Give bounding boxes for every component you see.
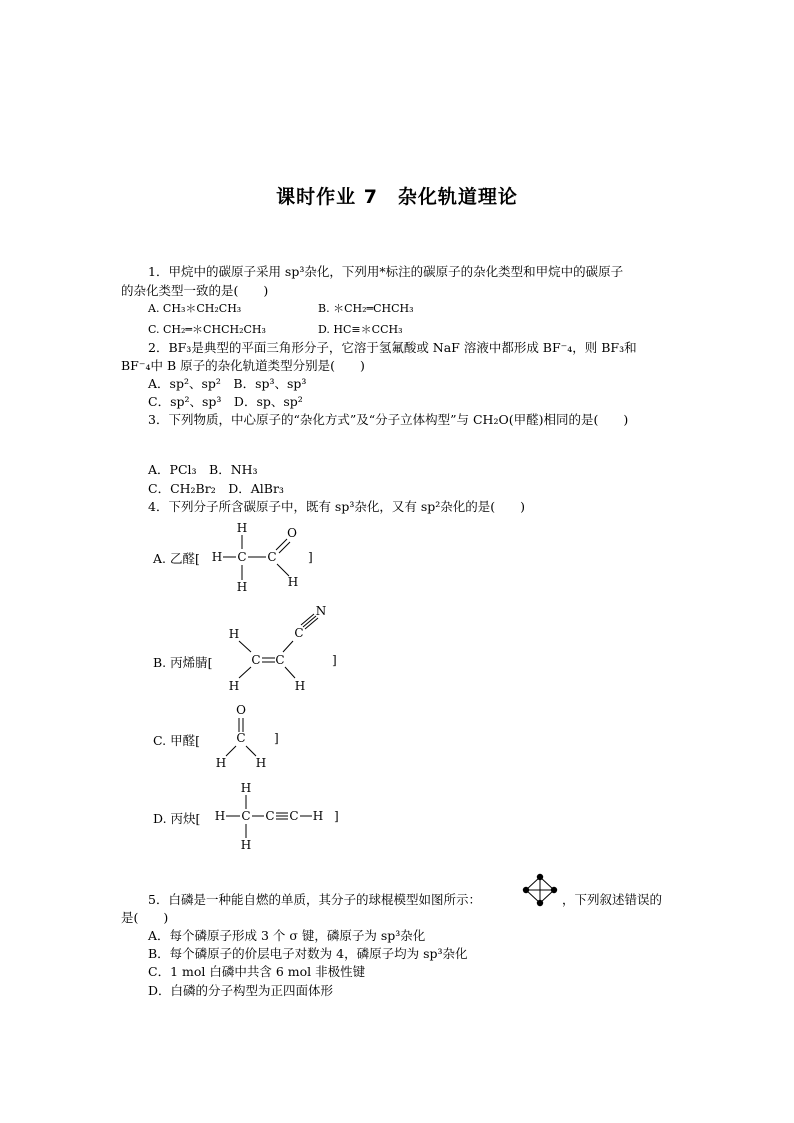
atom-c: C (289, 809, 299, 823)
q1-option-c: C. CH₂═＊CHCH₂CH₃ (148, 323, 266, 336)
q4-option-d-label: D. 丙炔[ (153, 811, 201, 826)
q4-option-a-label: A. 乙醛[ (153, 551, 200, 566)
q1-option-d: D. HC≡＊CCH₃ (318, 323, 403, 336)
acrylonitrile-structure (220, 600, 350, 696)
q2-options-cd: C．sp²、sp³ D．sp、sp² (148, 394, 303, 409)
q5-stem-line1b: ，下列叙述错误的 (562, 892, 663, 907)
atom-c: C (294, 626, 304, 640)
q3-options-ab: A．PCl₃ B．NH₃ (148, 462, 258, 477)
atom-c: C (237, 550, 247, 564)
q5-option-c: C．1 mol 白磷中共含 6 mol 非极性键 (148, 964, 366, 979)
q4-option-b-label: B. 丙烯腈[ (153, 655, 213, 670)
q5-option-a: A．每个磷原子形成 3 个 σ 键，磷原子为 sp³杂化 (148, 928, 426, 943)
atom-h: H (236, 521, 248, 535)
atom-h: H (236, 580, 248, 594)
atom-h: H (240, 838, 252, 852)
q5-stem-line2: 是( ) (121, 910, 169, 925)
q1-option-b: B. ＊CH₂═CHCH₃ (318, 302, 414, 315)
formaldehyde-structure (210, 702, 290, 772)
q5-stem-line1a: 5．白磷是一种能自燃的单质，其分子的球棍模型如图所示： (148, 892, 481, 907)
q1-stem-line2: 的杂化类型一致的是( ) (121, 283, 269, 298)
q1-stem-line1: 1．甲烷中的碳原子采用 sp³杂化，下列用*标注的碳原子的杂化类型和甲烷中的碳原子 (148, 264, 624, 279)
atom-o: O (236, 703, 246, 717)
atom-h: H (214, 809, 226, 823)
q4-option-c-label: C. 甲醛[ (153, 733, 200, 748)
bracket-close: ] (334, 809, 339, 823)
atom-o: O (287, 526, 297, 540)
atom-h: H (228, 627, 240, 641)
q1-option-a: A. CH₃＊CH₂CH₃ (148, 302, 242, 315)
q3-options-cd: C．CH₂Br₂ D．AlBr₃ (148, 481, 284, 496)
q3-stem: 3．下列物质，中心原子的“杂化方式”及“分子立体构型”与 CH₂O(甲醛)相同的是( ) (148, 412, 629, 427)
white-phosphorus-model-image (522, 873, 558, 907)
bracket-close: ] (308, 550, 313, 564)
atom-h: H (228, 679, 240, 693)
q2-stem-line2: BF⁻₄中 B 原子的杂化轨道类型分别是( ) (121, 358, 365, 373)
atom-h: H (312, 809, 324, 823)
atom-c: C (241, 809, 251, 823)
atom-h: H (240, 781, 252, 795)
acetaldehyde-structure (210, 520, 320, 596)
atom-c: C (251, 653, 261, 667)
atom-h: H (287, 575, 299, 589)
q5-option-b: B．每个磷原子的价层电子对数为 4，磷原子均为 sp³杂化 (148, 946, 468, 961)
bracket-close: ] (332, 653, 337, 667)
atom-h: H (255, 756, 267, 770)
q5-option-d: D．白磷的分子构型为正四面体形 (148, 983, 334, 998)
atom-c: C (275, 653, 285, 667)
q4-stem: 4．下列分子所含碳原子中，既有 sp³杂化，又有 sp²杂化的是( ) (148, 499, 526, 514)
propyne-structure (210, 780, 350, 855)
q2-options-ab: A．sp²、sp² B．sp³、sp³ (148, 376, 307, 391)
bracket-close: ] (274, 731, 279, 745)
atom-h: H (294, 679, 306, 693)
q2-stem-line1: 2．BF₃是典型的平面三角形分子，它溶于氢氟酸或 NaF 溶液中都形成 BF⁻₄，则 BF₃和 (148, 340, 637, 355)
atom-n: N (315, 604, 327, 618)
atom-h: H (215, 756, 227, 770)
atom-c: C (265, 809, 275, 823)
atom-h: H (211, 550, 223, 564)
atom-c: C (267, 550, 277, 564)
page-title: 课时作业 7 杂化轨道理论 (276, 186, 518, 208)
atom-c: C (236, 731, 246, 745)
